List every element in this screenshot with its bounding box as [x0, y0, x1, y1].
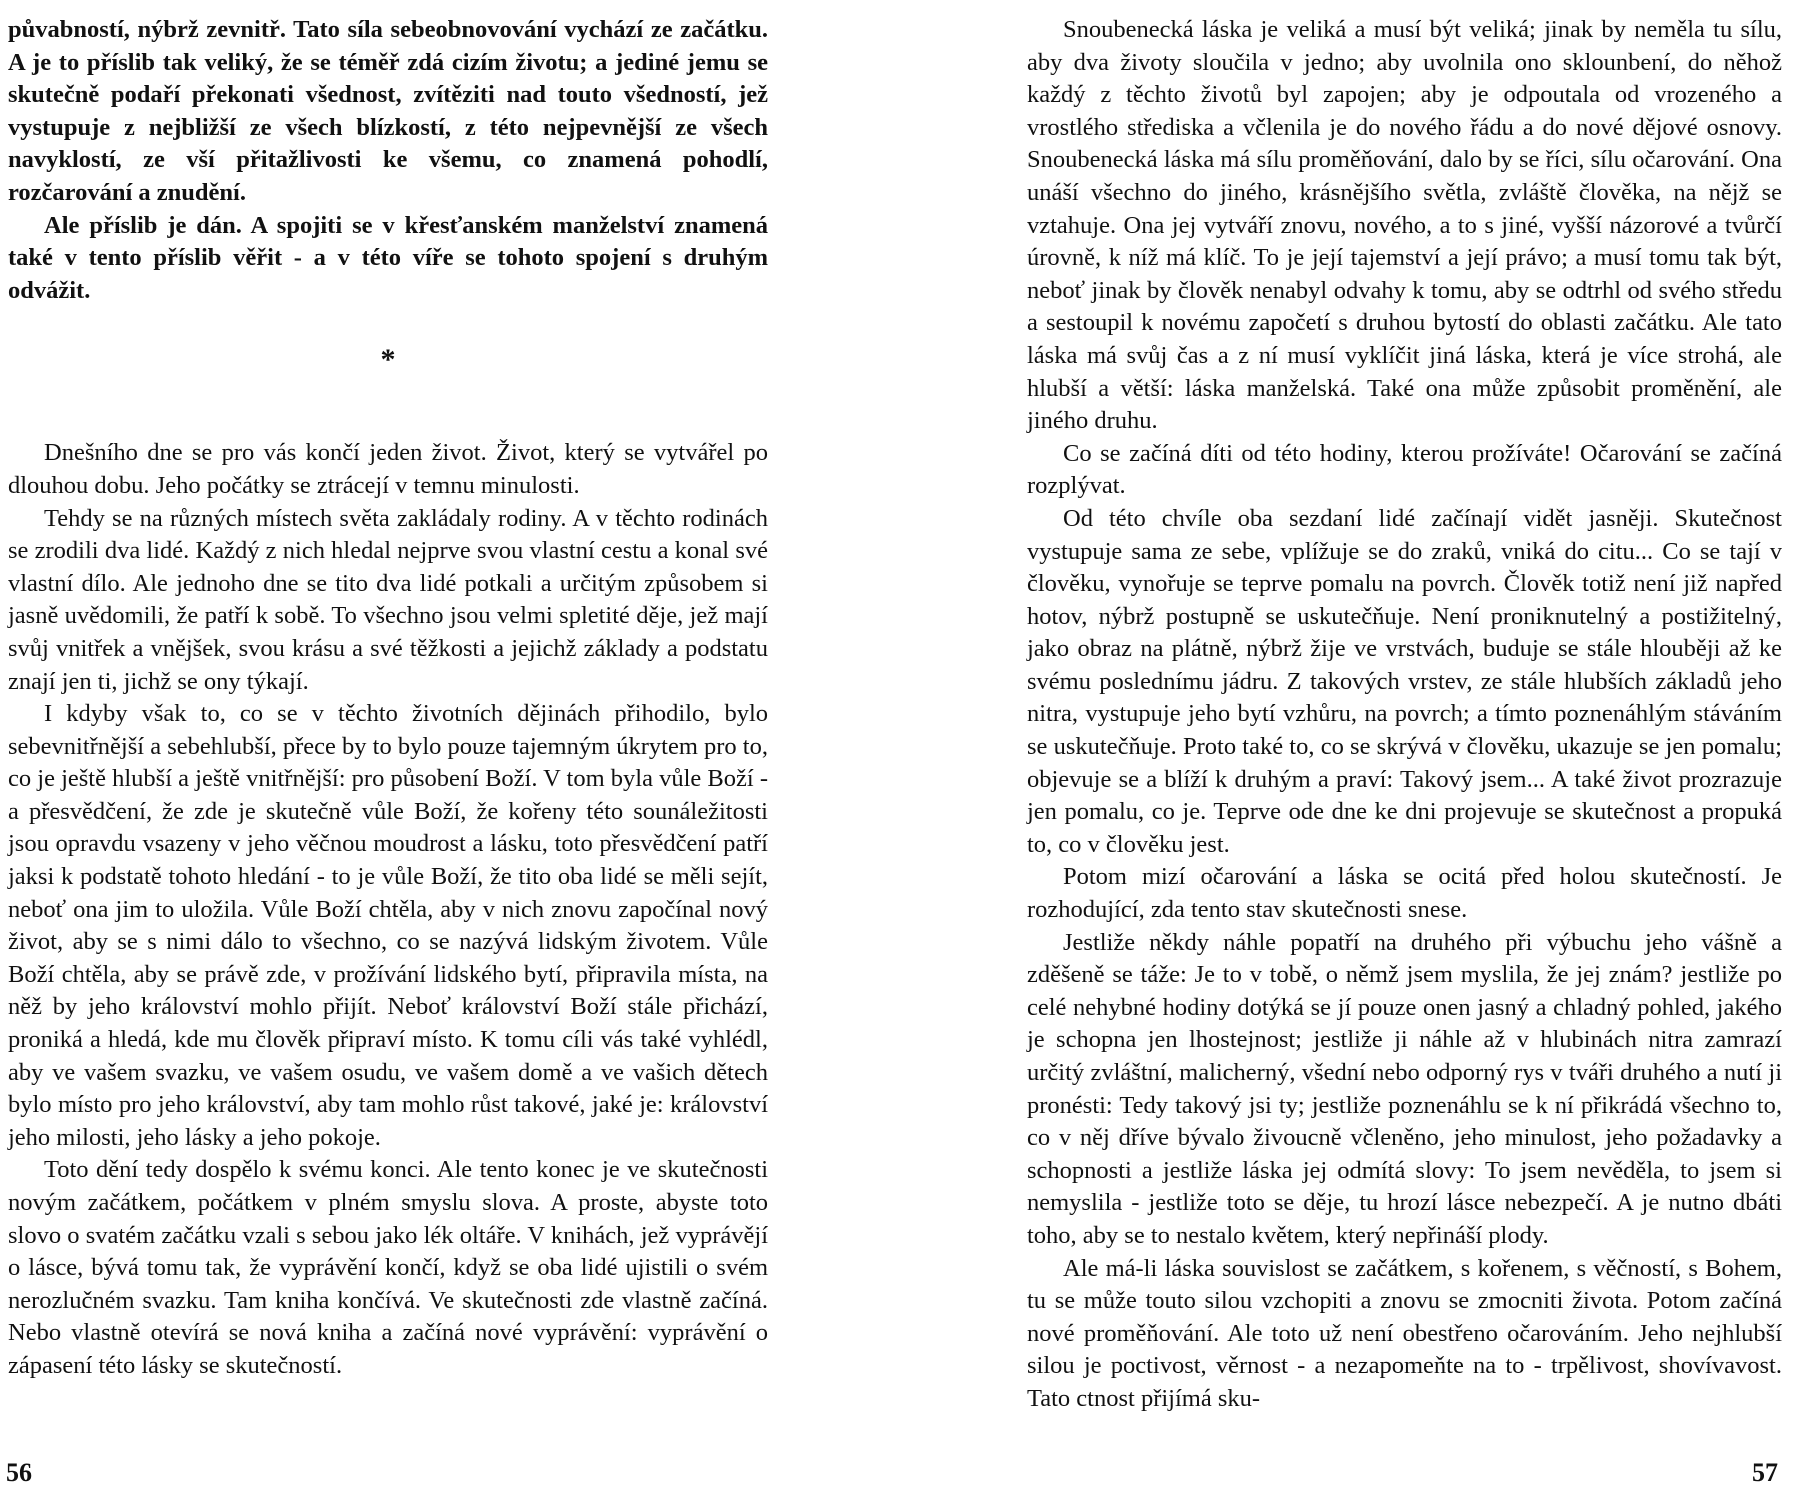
section-separator: * — [380, 343, 396, 377]
page-number-right: 57 — [1752, 1458, 1778, 1487]
page-number-left: 56 — [6, 1458, 32, 1487]
right-paragraph-1: Snoubenecká láska je veliká a musí být veliká; jinak by neměla tu sílu, aby dva životy sloučila v jedno; aby uvolnila ono sklounbení, do něhož každý z těchto životů byl zapojen; aby je odpoutala od vrozeného a vrostlého střediska a včlenila je do nového řádu a do nové dějové osnovy. Snoubenecká láska má sílu proměňování, dalo by se říci, sílu očarování. Ona unáší všechno do jiného, krásnějšího světla, zvláště člověka, na nějž se vztahuje. Ona jej vytváří znovu, nového, a to s jiné, vyšší názorové a tvůrčí úrovně, k níž má klíč. To je její tajemství a její právo; a musí tomu tak být, neboť jinak by člověk nenabyl odvahy k tomu, aby se odtrhl od svého středu a sestoupil k novému započetí s druhou bytostí do oblasti začátku. Ale tato láska má svůj čas a z ní musí vyklíčit jiná láska, která je více strohá, ale hlubší a větší: láska manželská. Také ona může způsobit proměnění, ale jiného druhu. — [1027, 16, 1782, 435]
right-paragraph-6: Ale má-li láska souvislost se začátkem, s kořenem, s věčností, s Bohem, tu se může touto silou vzchopiti a znovu se zmocniti života. Potom začíná nové proměňování. Ale toto už není obestřeno očarováním. Jeho nejhlubší silou je poctivost, věrnost - a nezapomeňte na to - trpělivost, shovívavost. Tato ctnost přijímá sku- — [1027, 1254, 1782, 1412]
right-paragraph-5: Jestliže někdy náhle popatří na druhého při výbuchu jeho vášně a zděšeně se táže: Je to v tobě, o němž jsem myslila, že jej znám? jestliže po celé nehybné hodiny dotýká se jí pouze onen jasný a chladný pohled, jakého je schopna jen lhostejnost; jestliže ji náhle až v hlubinách nitra zamrazí určitý zvláštní, malicherný, všední nebo odporný rys v tváři druhého a nutí ji pronésti: Tedy takový jsi ty; jestliže poznenáhlu se k ní přikrádá všechno to, co v něj dříve bývalo živoucně včleněno, jeho minulost, jeho požadavky a schopnosti a jestliže láska jej odmítá slovy: To jsem nevěděla, to jsem si nemyslila - jestliže toto se děje, tu hrozí lásce nebezpečí. A je nutno dbáti toho, aby se to nestalo květem, který nepřináší plody. — [1027, 928, 1782, 1249]
right-paragraph-3: Od této chvíle oba sezdaní lidé začínají vidět jasněji. Skutečnost vystupuje sama ze sebe, vplížuje se do zraků, vniká do citu... Co se tají v člověku, vynořuje se teprve pomalu na povrch. Člověk totiž není již napřed hotov, nýbrž postupně se uskutečňuje. Není proniknutelný a postižitelný, jako obraz na plátně, nýbrž žije ve vrstvách, buduje se stále hlouběji až ke svému poslednímu jádru. Z takových vrstev, ze stále hlubších základů jeho nitra, vystupuje jeho bytí vzhůru, na povrch; a tímto poznenáhlým stáváním se uskutečňuje. Proto také to, co se skrývá v člověku, ukazuje se jen pomalu; objevuje se a blíží k druhým a praví: Takový jsem... A také život prozrazuje jen pomalu, co je. Teprve ode dne ke dni projevuje se skutečnost a propuká to, co v člověku jest. — [1027, 504, 1782, 858]
left-opening-paragraph-2: Ale příslib je dán. A spojiti se v křesťanském manželství znamená také v tento příslib věřit - a v této víře se tohoto spojení s druhým odvážit. — [8, 211, 768, 304]
left-paragraph-4: Toto dění tedy dospělo k svému konci. Ale tento konec je ve skutečnosti novým začátkem, počátkem v plném smyslu slova. A proste, abyste toto slovo o svatém začátku vzali s sebou jako lék oltáře. V knihách, jež vyprávějí o lásce, bývá tomu tak, že vyprávění končí, když se oba lidé ujistili o svém nerozlučném svazku. Tam kniha končívá. Ve skutečnosti zde vlastně začíná. Nebo vlastně otevírá se nová kniha a začíná nové vyprávění: vyprávění o zápasení této lásky se skutečností. — [8, 1156, 768, 1379]
left-paragraph-1: Dnešního dne se pro vás končí jeden život. Život, který se vytvářel po dlouhou dobu. Jeho počátky se ztrácejí v temnu minulosti. — [8, 439, 768, 499]
right-paragraph-2: Co se začíná díti od této hodiny, kterou prožíváte! Očarování se začíná rozplývat. — [1027, 439, 1782, 500]
right-page — [1027, 14, 1782, 1416]
left-paragraph-3: I kdyby však to, co se v těchto životních dějinách přihodilo, bylo sebevnitřnější a sebehlubší, přece by to bylo pouze tajemným úkrytem pro to, co je ještě hlubší a ještě vnitřnější: pro působení Boží. V tom byla vůle Boží - a přesvědčení, že zde je skutečně vůle Boží, že kořeny této sounáležitosti jsou opravdu vsazeny v jeho věčnou moudrost a lásku, toto přesvědčení patří jaksi k podstatě tohoto hledání - to je vůle Boží, že tito oba lidé se měli sejít, neboť ona jim to uložila. Vůle Boží chtěla, aby v nich znovu započínal nový život, aby se s nimi dálo to všechno, co se nazývá lidským životem. Vůle Boží chtěla, aby se právě zde, v prožívání lidského bytí, připravila místa, na něž by jeho království mohlo přijít. Neboť království Boží stále přichází, proniká a hledá, kde mu člověk připraví místo. K tomu cíli vás také vyhlédl, aby ve vašem svazku, ve vašem osudu, ve vašem domě a ve vašich dětech bylo místo pro jeho království, aby tam mohlo růst takové, jaké je: království jeho milosti, jeho lásky a jeho pokoje. — [8, 700, 768, 1151]
right-paragraph-4: Potom mizí očarování a láska se ocitá před holou skutečností. Je rozhodující, zda tento stav skutečnosti snese. — [1027, 863, 1782, 924]
left-opening-paragraph-1: půvabností, nýbrž zevnitř. Tato síla sebeobnovování vychází ze začátku. A je to příslib tak veliký, že se téměř zdá cizím životu; a jediné jemu se skutečně podaří překonati všednost, zvítěziti nad touto všedností, jež vystupuje z nejbližší ze všech blízkostí, z této nejpevnější ze všech navyklostí, ze vší přitažlivosti ke všemu, co znamená pohodlí, rozčarování a znudění. — [8, 16, 768, 206]
left-paragraph-2: Tehdy se na různých místech světa zakládaly rodiny. A v těchto rodinách se zrodili dva lidé. Každý z nich hledal nejprve svou vlastní cestu a konal své vlastní dílo. Ale jednoho dne se tito dva lidé potkali a určitým způsobem si jasně uvědomili, že patří k sobě. To všechno jsou velmi spletité děje, jež mají svůj vnitřek a vnějšek, svou krásu a své těžkosti a jejichž základy a podstatu znají jen ti, jichž se ony týkají. — [8, 504, 768, 695]
left-page — [8, 14, 768, 1383]
